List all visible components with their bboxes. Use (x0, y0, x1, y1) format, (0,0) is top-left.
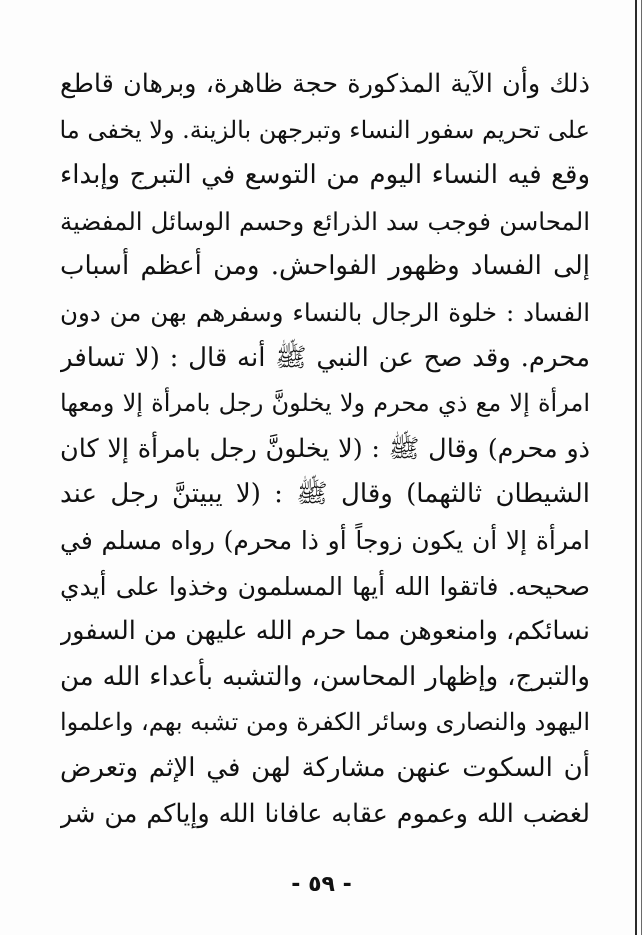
text-line: امرأة إلا أن يكون زوجاً أو ذا محرم) رواه مسلم في (60, 525, 590, 555)
text-line: محرم. وقد صح عن النبي ﷺ أنه قال : (لا تسافر (60, 342, 590, 373)
text-line: وقع فيه النساء اليوم من التوسع في التبرج وإبداء (60, 160, 590, 191)
text-line: اليهود والنصارى وسائر الكفرة ومن تشبه بهم، واعلموا (60, 708, 590, 737)
page-edge-rule (635, 0, 637, 935)
page-edge-rule-outer (641, 0, 642, 935)
text-line: الفساد : خلوة الرجال بالنساء وسفرهم بهن من دون (60, 297, 590, 327)
text-line: على تحريم سفور النساء وتبرجهن بالزينة. ولا يخفى ما (60, 115, 590, 144)
text-line: نسائكم، وامنعوهن مما حرم الله عليهن من السفور (60, 616, 590, 647)
page-number: - ٥٩ - (291, 872, 352, 897)
text-line: ذو محرم) وقال ﷺ : (لا يخلونَّ رجل بامرأة إلا كان (60, 433, 590, 464)
text-line: لغضب الله وعموم عقابه عافانا الله وإياكم من شر (60, 798, 590, 829)
text-line: أن السكوت عنهن مشاركة لهن في الإثم وتعرض (60, 752, 590, 783)
text-line: الشيطان ثالثهما) وقال ﷺ : (لا يبيتنَّ رجل عند (60, 479, 590, 510)
text-line: والتبرج، وإظهار المحاسن، والتشبه بأعداء الله من (60, 661, 590, 692)
text-line: المحاسن فوجب سد الذرائع وحسم الوسائل المفضية (60, 206, 590, 236)
text-line: إلى الفساد وظهور الفواحش. ومن أعظم أسباب (60, 251, 590, 282)
text-line: صحيحه. فاتقوا الله أيها المسلمون وخذوا على أيدي (60, 571, 590, 601)
text-line: ذلك وأن الآية المذكورة حجة ظاهرة، وبرهان قاطع (60, 69, 590, 99)
text-line: امرأة إلا مع ذي محرم ولا يخلونَّ رجل بامرأة إلا ومعها (60, 389, 590, 418)
body-text (60, 62, 590, 837)
